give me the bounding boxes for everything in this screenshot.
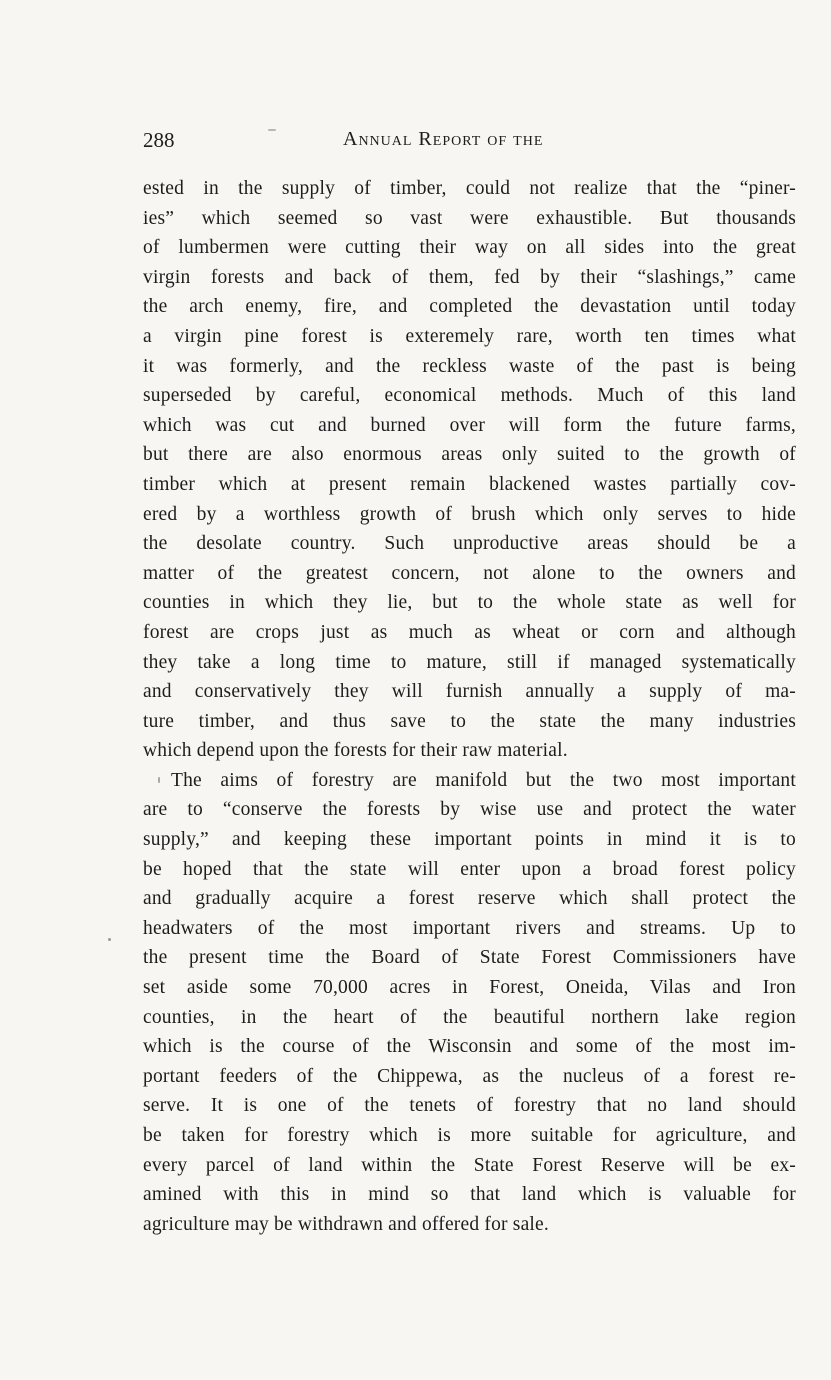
text-line: are to “conserve the forests by wise use and protect the water [143, 799, 796, 821]
text-line: but there are also enormous areas only suited to the growth of [143, 444, 796, 466]
paragraph-1 [143, 174, 796, 766]
text-line: agriculture may be withdrawn and offered for sale. [143, 1213, 549, 1235]
text-line: ies” which seemed so vast were exhaustible. But thousands [143, 207, 796, 229]
text-line: superseded by careful, economical methods. Much of this land [143, 385, 796, 407]
text-line: they take a long time to mature, still if managed systematically [143, 651, 796, 673]
text-line: which was cut and burned over will form the future farms, [143, 414, 796, 436]
text-line: supply,” and keeping these important points in mind it is to [143, 829, 796, 851]
text-line: forest are crops just as much as wheat or corn and although [143, 621, 796, 643]
scan-speck [268, 129, 276, 131]
scan-speck [108, 938, 111, 941]
text-line: of lumbermen were cutting their way on all sides into the great [143, 237, 796, 259]
paragraph-2 [143, 766, 796, 1240]
text-line: ered by a worthless growth of brush which only serves to hide [143, 503, 796, 525]
text-line: set aside some 70,000 acres in Forest, Oneida, Vilas and Iron [143, 977, 796, 999]
body-text [143, 174, 796, 1239]
scan-speck [158, 777, 160, 783]
page-number: 288 [143, 128, 175, 152]
text-line: timber which at present remain blackened wastes partially cov- [143, 473, 796, 495]
text-line: counties in which they lie, but to the whole state as well for [143, 592, 796, 614]
text-line: and gradually acquire a forest reserve which shall protect the [143, 888, 796, 910]
text-line: The aims of forestry are manifold but the two most important [171, 769, 796, 791]
text-line: the desolate country. Such unproductive areas should be a [143, 533, 796, 555]
text-line: ested in the supply of timber, could not realize that the “piner- [143, 178, 796, 199]
text-line: a virgin pine forest is exteremely rare, worth ten times what [143, 325, 796, 347]
page-header [143, 128, 803, 158]
text-line: every parcel of land within the State Forest Reserve will be ex- [143, 1154, 796, 1176]
text-line: counties, in the heart of the beautiful northern lake region [143, 1006, 796, 1028]
text-line: it was formerly, and the reckless waste of the past is being [143, 355, 796, 377]
running-head: Annual Report of the [343, 128, 544, 150]
text-line: the arch enemy, fire, and completed the devastation until today [143, 296, 796, 318]
text-line: which depend upon the forests for their raw material. [143, 740, 568, 762]
text-line: virgin forests and back of them, fed by their “slashings,” came [143, 266, 796, 288]
text-line: the present time the Board of State Forest Commissioners have [143, 947, 796, 969]
text-line: be hoped that the state will enter upon a broad forest policy [143, 858, 796, 880]
text-line: headwaters of the most important rivers and streams. Up to [143, 917, 796, 939]
text-line: matter of the greatest concern, not alone to the owners and [143, 562, 796, 584]
text-line: and conservatively they will furnish annually a supply of ma- [143, 681, 796, 703]
text-line: ture timber, and thus save to the state the many industries [143, 710, 796, 732]
text-line: portant feeders of the Chippewa, as the nucleus of a forest re- [143, 1065, 796, 1087]
text-line: serve. It is one of the tenets of forestry that no land should [143, 1095, 796, 1117]
text-line: amined with this in mind so that land which is valuable for [143, 1184, 796, 1206]
text-line: be taken for forestry which is more suitable for agriculture, and [143, 1125, 796, 1146]
text-line: which is the course of the Wisconsin and some of the most im- [143, 1036, 796, 1058]
